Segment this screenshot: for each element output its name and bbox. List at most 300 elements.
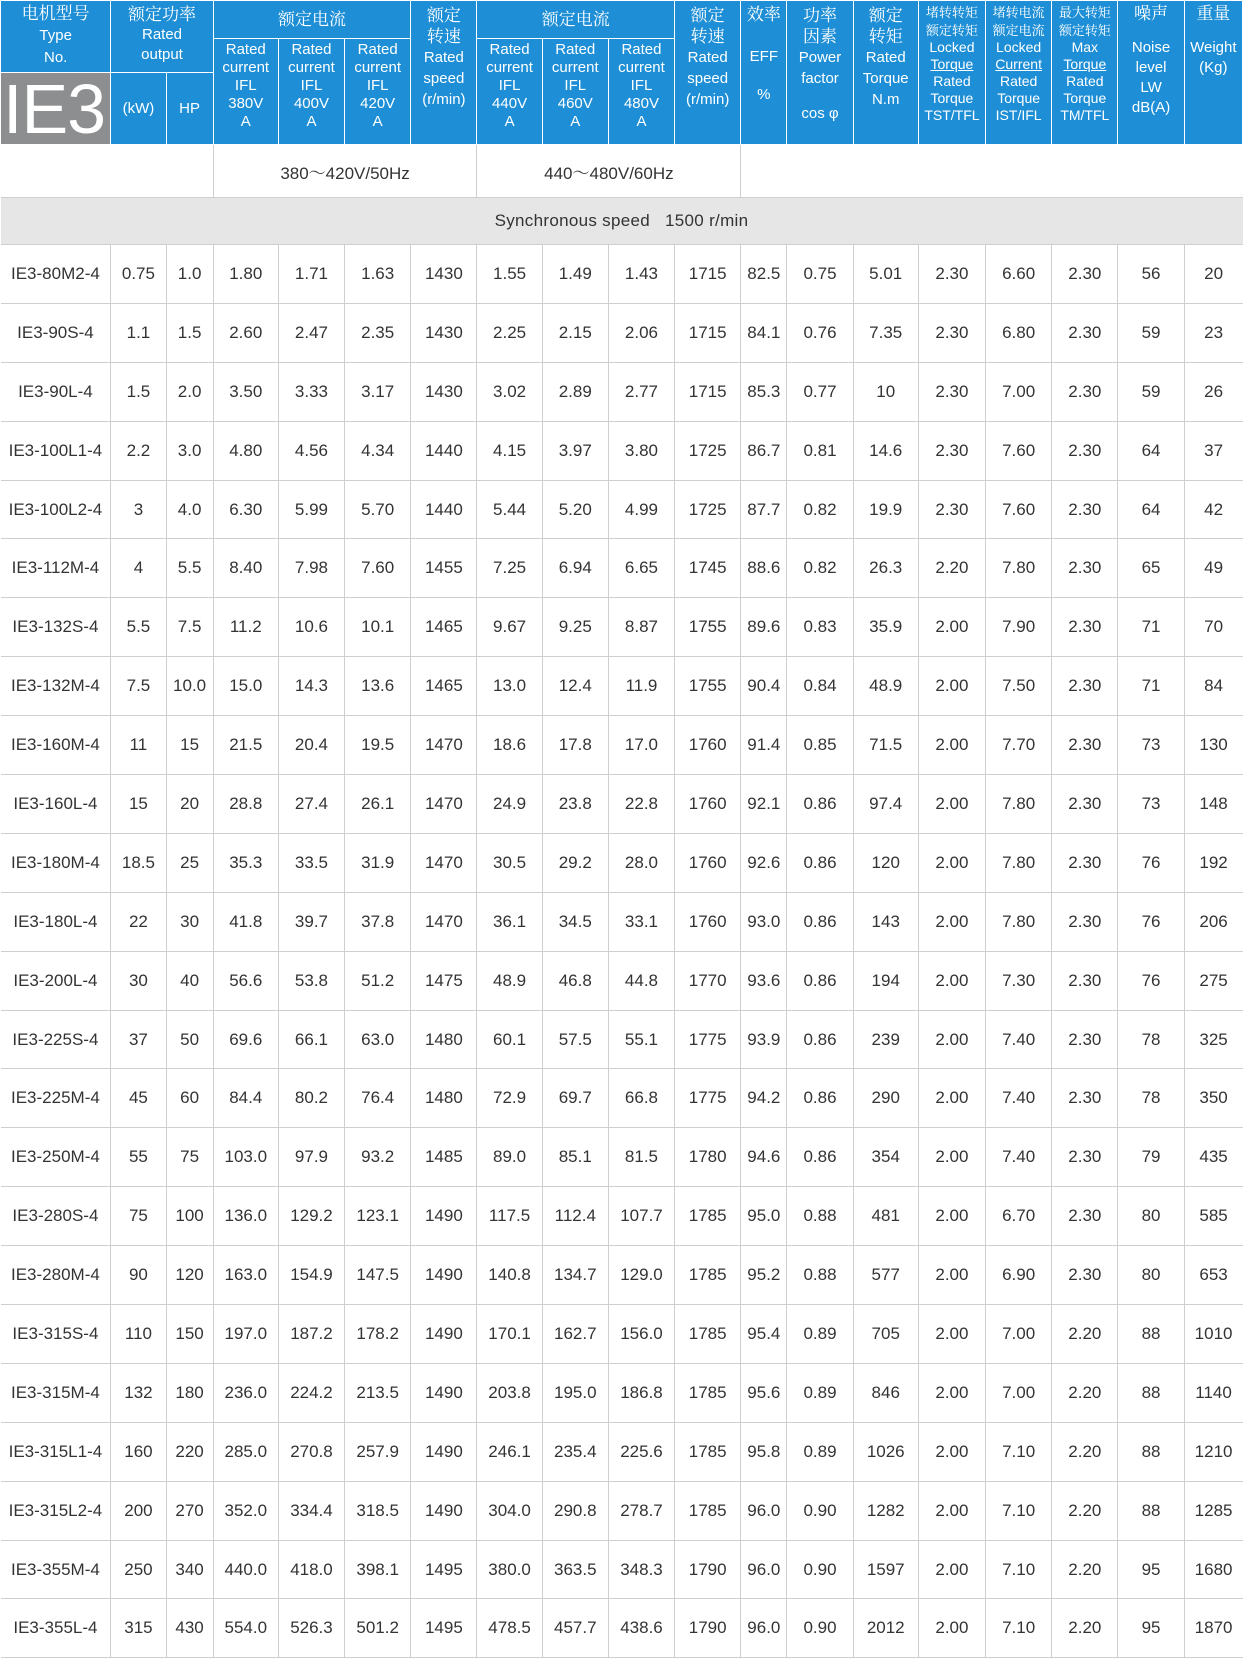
cell-value: 65 — [1118, 539, 1184, 598]
cell-value: 178.2 — [345, 1305, 411, 1364]
mt-cn2: 额定转矩 — [1058, 22, 1111, 38]
cell-value: 7.10 — [986, 1540, 1052, 1599]
pf-l2: factor — [801, 70, 839, 87]
cell-value: 1.43 — [608, 245, 674, 304]
cell-value: 0.86 — [787, 775, 853, 834]
cell-value: 93.2 — [345, 1128, 411, 1187]
cell-value: 0.75 — [787, 245, 853, 304]
cell-value: 1.80 — [213, 245, 278, 304]
table-row — [1, 1481, 1243, 1540]
cell-value: 7.60 — [345, 539, 411, 598]
type-no-label: No. — [44, 49, 68, 66]
cell-value: 7.80 — [986, 892, 1052, 951]
noise-cn: 噪声 — [1134, 4, 1169, 23]
voltage-60hz: 440～480V/60Hz — [477, 145, 741, 198]
torque-cn1: 额定 — [868, 6, 903, 25]
cell-value: 2.30 — [1052, 1246, 1118, 1305]
cell-value: 1790 — [675, 1599, 741, 1658]
cell-value: 6.60 — [986, 245, 1052, 304]
cell-value: 250 — [111, 1540, 166, 1599]
cell-value: 7.40 — [986, 1069, 1052, 1128]
cell-value: 0.86 — [787, 1128, 853, 1187]
cell-value: 26 — [1184, 362, 1242, 421]
cell-value: 2.30 — [1052, 1187, 1118, 1246]
cell-value: 46.8 — [542, 951, 608, 1010]
cell-value: 0.81 — [787, 421, 853, 480]
lc-cn1: 堵转电流 — [992, 5, 1045, 20]
header-torque — [853, 1, 918, 145]
c440-l1: Rated — [489, 41, 530, 58]
c400-l1: Rated — [291, 41, 332, 58]
c460-l5: A — [570, 113, 581, 130]
current60-col-440 — [477, 39, 542, 145]
cell-value: 90 — [111, 1246, 166, 1305]
cell-value: 526.3 — [278, 1599, 344, 1658]
cell-value: 350 — [1184, 1069, 1242, 1128]
speed60-l1: Rated — [687, 49, 728, 66]
cell-value: 95.8 — [741, 1422, 787, 1481]
cell-value: 438.6 — [608, 1599, 674, 1658]
cell-value: 2.00 — [918, 1481, 985, 1540]
cell-value: 1475 — [411, 951, 477, 1010]
cell-value: 1.71 — [278, 245, 344, 304]
cell-value: 7.80 — [986, 539, 1052, 598]
sync-speed-row — [1, 198, 1243, 245]
cell-value: 80 — [1118, 1187, 1184, 1246]
current50-col-400 — [278, 39, 344, 145]
cell-value: 30.5 — [477, 833, 542, 892]
mt-l5: TM/TFL — [1060, 107, 1110, 123]
table-row — [1, 1363, 1243, 1422]
cell-value: 18.6 — [477, 716, 542, 775]
c440-l4: 440V — [492, 95, 528, 112]
cell-value: 66.8 — [608, 1069, 674, 1128]
cell-value: 170.1 — [477, 1305, 542, 1364]
header-noise — [1118, 1, 1184, 145]
cell-value: 17.8 — [542, 716, 608, 775]
cell-value: 100 — [166, 1187, 213, 1246]
lc-l5: IST/IFL — [995, 107, 1042, 123]
cell-value: 150 — [166, 1305, 213, 1364]
cell-value: 2.00 — [918, 716, 985, 775]
cell-value: 6.70 — [986, 1187, 1052, 1246]
cell-model: IE3-160L-4 — [1, 775, 111, 834]
cell-value: 246.1 — [477, 1422, 542, 1481]
cell-model: IE3-225M-4 — [1, 1069, 111, 1128]
mt-l4: Torque — [1063, 90, 1107, 106]
cell-value: 1597 — [853, 1540, 918, 1599]
cell-model: IE3-315L1-4 — [1, 1422, 111, 1481]
cell-value: 1785 — [675, 1187, 741, 1246]
cell-value: 11 — [111, 716, 166, 775]
c480-l2: current — [618, 59, 665, 76]
cell-value: 4.34 — [345, 421, 411, 480]
cell-value: 398.1 — [345, 1540, 411, 1599]
cell-value: 22 — [111, 892, 166, 951]
cell-value: 1026 — [853, 1422, 918, 1481]
cell-value: 1470 — [411, 716, 477, 775]
cell-value: 0.86 — [787, 951, 853, 1010]
c380-l3: IFL — [234, 77, 257, 94]
cell-value: 325 — [1184, 1010, 1242, 1069]
cell-model: IE3-315L2-4 — [1, 1481, 111, 1540]
speed50-l3: (r/min) — [422, 91, 466, 108]
cell-value: 29.2 — [542, 833, 608, 892]
cell-value: 95.4 — [741, 1305, 787, 1364]
cell-value: 92.6 — [741, 833, 787, 892]
c380-l4: 380V — [228, 95, 264, 112]
cell-value: 6.90 — [986, 1246, 1052, 1305]
cell-value: 96.0 — [741, 1540, 787, 1599]
cell-value: 95.2 — [741, 1246, 787, 1305]
cell-value: 51.2 — [345, 951, 411, 1010]
cell-value: 3.33 — [278, 362, 344, 421]
cell-value: 2.60 — [213, 303, 278, 362]
cell-value: 60 — [166, 1069, 213, 1128]
table-row — [1, 1010, 1243, 1069]
cell-value: 2.20 — [1052, 1540, 1118, 1599]
cell-value: 97.9 — [278, 1128, 344, 1187]
cell-value: 2.30 — [1052, 657, 1118, 716]
cell-value: 7.80 — [986, 775, 1052, 834]
lc-l2: Current — [995, 56, 1042, 72]
cell-value: 20 — [166, 775, 213, 834]
table-row — [1, 951, 1243, 1010]
cell-value: 1010 — [1184, 1305, 1242, 1364]
current60-col-480 — [608, 39, 674, 145]
cell-value: 71 — [1118, 598, 1184, 657]
cell-value: 44.8 — [608, 951, 674, 1010]
cell-value: 18.5 — [111, 833, 166, 892]
speed60-l2: speed — [687, 70, 729, 87]
lt-l3: Rated — [933, 73, 971, 89]
cell-value: 35.9 — [853, 598, 918, 657]
cell-model: IE3-355M-4 — [1, 1540, 111, 1599]
cell-value: 1140 — [1184, 1363, 1242, 1422]
cell-value: 84.1 — [741, 303, 787, 362]
cell-value: 1430 — [411, 245, 477, 304]
speed50-cn2: 转速 — [426, 27, 461, 46]
noise-l4: dB(A) — [1131, 99, 1171, 116]
cell-value: 75 — [166, 1128, 213, 1187]
cell-value: 1785 — [675, 1246, 741, 1305]
c440-l5: A — [504, 113, 515, 130]
cell-value: 45 — [111, 1069, 166, 1128]
cell-value: 2.30 — [1052, 539, 1118, 598]
cell-value: 14.6 — [853, 421, 918, 480]
cell-value: 1440 — [411, 421, 477, 480]
cell-value: 585 — [1184, 1187, 1242, 1246]
cell-value: 2.30 — [1052, 1069, 1118, 1128]
table-row — [1, 245, 1243, 304]
cell-value: 257.9 — [345, 1422, 411, 1481]
cell-value: 7.98 — [278, 539, 344, 598]
cell-value: 1.49 — [542, 245, 608, 304]
cell-value: 7.50 — [986, 657, 1052, 716]
cell-value: 94.2 — [741, 1069, 787, 1128]
cell-value: 304.0 — [477, 1481, 542, 1540]
cell-value: 318.5 — [345, 1481, 411, 1540]
cell-value: 2.30 — [1052, 245, 1118, 304]
cell-value: 1490 — [411, 1363, 477, 1422]
lc-l3: Rated — [999, 73, 1038, 89]
cell-value: 2.30 — [1052, 303, 1118, 362]
cell-value: 3 — [111, 480, 166, 539]
cell-value: 5.99 — [278, 480, 344, 539]
cell-value: 130 — [1184, 716, 1242, 775]
cell-value: 78 — [1118, 1010, 1184, 1069]
cell-value: 270.8 — [278, 1422, 344, 1481]
cell-value: 0.84 — [787, 657, 853, 716]
cell-value: 59 — [1118, 362, 1184, 421]
header-speed-60 — [675, 1, 741, 145]
cell-value: 1.5 — [111, 362, 166, 421]
cell-value: 195.0 — [542, 1363, 608, 1422]
cell-value: 1725 — [675, 421, 741, 480]
cell-value: 95.6 — [741, 1363, 787, 1422]
cell-value: 1490 — [411, 1246, 477, 1305]
cell-value: 2.20 — [1052, 1422, 1118, 1481]
weight-cn: 重量 — [1196, 4, 1231, 23]
cell-value: 87.7 — [741, 480, 787, 539]
c460-l3: IFL — [564, 77, 587, 94]
cell-value: 33.5 — [278, 833, 344, 892]
current50-col-380 — [213, 39, 278, 145]
cell-value: 10 — [853, 362, 918, 421]
cell-model: IE3-80M2-4 — [1, 245, 111, 304]
cell-value: 2.00 — [918, 1363, 985, 1422]
torque-l1: Rated — [865, 49, 906, 66]
cell-value: 132 — [111, 1363, 166, 1422]
cell-value: 93.0 — [741, 892, 787, 951]
c420-l4: 420V — [360, 95, 396, 112]
cell-value: 577 — [853, 1246, 918, 1305]
weight-l1: Weight — [1190, 39, 1237, 56]
pf-cn1: 功率 — [803, 6, 838, 25]
cell-value: 4.0 — [166, 480, 213, 539]
cell-value: 1470 — [411, 833, 477, 892]
cell-value: 35.3 — [213, 833, 278, 892]
cell-value: 239 — [853, 1010, 918, 1069]
cell-value: 4.80 — [213, 421, 278, 480]
c460-l1: Rated — [555, 41, 596, 58]
cell-model: IE3-225S-4 — [1, 1010, 111, 1069]
cell-value: 6.80 — [986, 303, 1052, 362]
cell-value: 363.5 — [542, 1540, 608, 1599]
cell-value: 59 — [1118, 303, 1184, 362]
cell-value: 1480 — [411, 1010, 477, 1069]
cell-value: 4.56 — [278, 421, 344, 480]
c400-l5: A — [306, 113, 317, 130]
current60-col-460 — [542, 39, 608, 145]
cell-value: 2.77 — [608, 362, 674, 421]
lc-cn2: 额定电流 — [992, 22, 1045, 38]
cell-value: 1780 — [675, 1128, 741, 1187]
power-cn-label: 额定功率 — [128, 5, 196, 24]
cell-value: 69.6 — [213, 1010, 278, 1069]
cell-value: 21.5 — [213, 716, 278, 775]
cell-value: 1490 — [411, 1481, 477, 1540]
cell-value: 2.30 — [1052, 833, 1118, 892]
cell-value: 187.2 — [278, 1305, 344, 1364]
cell-value: 5.5 — [166, 539, 213, 598]
c380-l1: Rated — [225, 41, 266, 58]
cell-value: 7.60 — [986, 480, 1052, 539]
cell-value: 8.87 — [608, 598, 674, 657]
cell-value: 60.1 — [477, 1010, 542, 1069]
cell-value: 1465 — [411, 657, 477, 716]
cell-value: 5.20 — [542, 480, 608, 539]
cell-value: 1495 — [411, 1599, 477, 1658]
ie3-logo: IE3 — [1, 73, 111, 145]
cell-value: 1430 — [411, 362, 477, 421]
cell-value: 86.7 — [741, 421, 787, 480]
type-cn-label: 电机型号 — [21, 4, 90, 23]
cell-value: 53.8 — [278, 951, 344, 1010]
cell-value: 2.20 — [1052, 1481, 1118, 1540]
voltage-row — [1, 145, 1243, 198]
cell-value: 3.02 — [477, 362, 542, 421]
cell-value: 270 — [166, 1481, 213, 1540]
c420-l5: A — [372, 113, 383, 130]
cell-value: 95.0 — [741, 1187, 787, 1246]
c420-l1: Rated — [357, 41, 398, 58]
cell-value: 162.7 — [542, 1305, 608, 1364]
cell-value: 73 — [1118, 775, 1184, 834]
lt-cn2: 额定转矩 — [925, 22, 978, 38]
cell-value: 90.4 — [741, 657, 787, 716]
header-power-factor — [787, 1, 853, 145]
cell-value: 28.0 — [608, 833, 674, 892]
cell-value: 7.10 — [986, 1599, 1052, 1658]
cell-value: 140.8 — [477, 1246, 542, 1305]
cell-value: 20.4 — [278, 716, 344, 775]
cell-value: 2.30 — [918, 480, 985, 539]
c480-l1: Rated — [621, 41, 662, 58]
cell-value: 2.00 — [918, 892, 985, 951]
cell-value: 1.5 — [166, 303, 213, 362]
pf-l1: Power — [798, 49, 842, 66]
cell-model: IE3-200L-4 — [1, 951, 111, 1010]
eff-l1: EFF — [749, 48, 779, 65]
cell-value: 1745 — [675, 539, 741, 598]
cell-value: 80 — [1118, 1246, 1184, 1305]
cell-value: 206 — [1184, 892, 1242, 951]
cell-value: 148 — [1184, 775, 1242, 834]
cell-value: 1465 — [411, 598, 477, 657]
cell-value: 7.40 — [986, 1128, 1052, 1187]
cell-value: 6.94 — [542, 539, 608, 598]
cell-value: 10.0 — [166, 657, 213, 716]
speed50-l1: Rated — [423, 49, 464, 66]
cell-value: 0.86 — [787, 833, 853, 892]
cell-value: 15 — [166, 716, 213, 775]
cell-value: 63.0 — [345, 1010, 411, 1069]
cell-value: 225.6 — [608, 1422, 674, 1481]
mt-l3: Rated — [1066, 73, 1104, 89]
cell-value: 37 — [111, 1010, 166, 1069]
cell-value: 5.70 — [345, 480, 411, 539]
cell-model: IE3-90L-4 — [1, 362, 111, 421]
cell-value: 11.2 — [213, 598, 278, 657]
cell-value: 440.0 — [213, 1540, 278, 1599]
cell-value: 7.60 — [986, 421, 1052, 480]
c420-l2: current — [354, 59, 401, 76]
cell-value: 5.01 — [853, 245, 918, 304]
cell-value: 275 — [1184, 951, 1242, 1010]
cell-value: 96.0 — [741, 1481, 787, 1540]
cell-value: 2.30 — [918, 303, 985, 362]
power-en2-label: output — [141, 46, 183, 63]
cell-value: 352.0 — [213, 1481, 278, 1540]
table-row — [1, 1305, 1243, 1364]
cell-value: 1760 — [675, 775, 741, 834]
cell-value: 0.90 — [787, 1481, 853, 1540]
cell-value: 5.44 — [477, 480, 542, 539]
cell-value: 220 — [166, 1422, 213, 1481]
cell-value: 160 — [111, 1422, 166, 1481]
cell-value: 1285 — [1184, 1481, 1242, 1540]
data-rows — [1, 245, 1243, 1658]
cell-value: 0.88 — [787, 1187, 853, 1246]
cell-value: 0.86 — [787, 892, 853, 951]
cell-value: 76 — [1118, 951, 1184, 1010]
cell-value: 2.00 — [918, 833, 985, 892]
cell-value: 7.00 — [986, 362, 1052, 421]
c440-l3: IFL — [498, 77, 521, 94]
cell-value: 224.2 — [278, 1363, 344, 1422]
cell-value: 1495 — [411, 1540, 477, 1599]
cell-value: 93.6 — [741, 951, 787, 1010]
lt-l5: TST/TFL — [924, 107, 980, 123]
cell-value: 156.0 — [608, 1305, 674, 1364]
cell-value: 1775 — [675, 1069, 741, 1128]
cell-value: 354 — [853, 1128, 918, 1187]
voltage-blank-right — [741, 145, 1243, 198]
cell-value: 1490 — [411, 1187, 477, 1246]
speed60-cn2: 转速 — [690, 27, 725, 46]
cell-value: 76 — [1118, 833, 1184, 892]
cell-value: 2.30 — [1052, 598, 1118, 657]
table-row — [1, 657, 1243, 716]
current50-col-420 — [345, 39, 411, 145]
cell-value: 1.63 — [345, 245, 411, 304]
cell-value: 478.5 — [477, 1599, 542, 1658]
cell-value: 705 — [853, 1305, 918, 1364]
power-hp-unit: HP — [166, 73, 213, 145]
cell-value: 17.0 — [608, 716, 674, 775]
cell-value: 28.8 — [213, 775, 278, 834]
cell-value: 33.1 — [608, 892, 674, 951]
header-current-60: 额定电流 — [477, 1, 675, 39]
cell-model: IE3-355L-4 — [1, 1599, 111, 1658]
cell-value: 457.7 — [542, 1599, 608, 1658]
cell-value: 1870 — [1184, 1599, 1242, 1658]
cell-value: 1725 — [675, 480, 741, 539]
cell-value: 1490 — [411, 1305, 477, 1364]
cell-model: IE3-90S-4 — [1, 303, 111, 362]
cell-value: 143 — [853, 892, 918, 951]
cell-value: 0.83 — [787, 598, 853, 657]
table-row — [1, 1422, 1243, 1481]
cell-value: 435 — [1184, 1128, 1242, 1187]
cell-value: 7.10 — [986, 1481, 1052, 1540]
cell-value: 56 — [1118, 245, 1184, 304]
cell-value: 48.9 — [477, 951, 542, 1010]
c460-l2: current — [551, 59, 599, 76]
cell-value: 81.5 — [608, 1128, 674, 1187]
cell-model: IE3-180M-4 — [1, 833, 111, 892]
